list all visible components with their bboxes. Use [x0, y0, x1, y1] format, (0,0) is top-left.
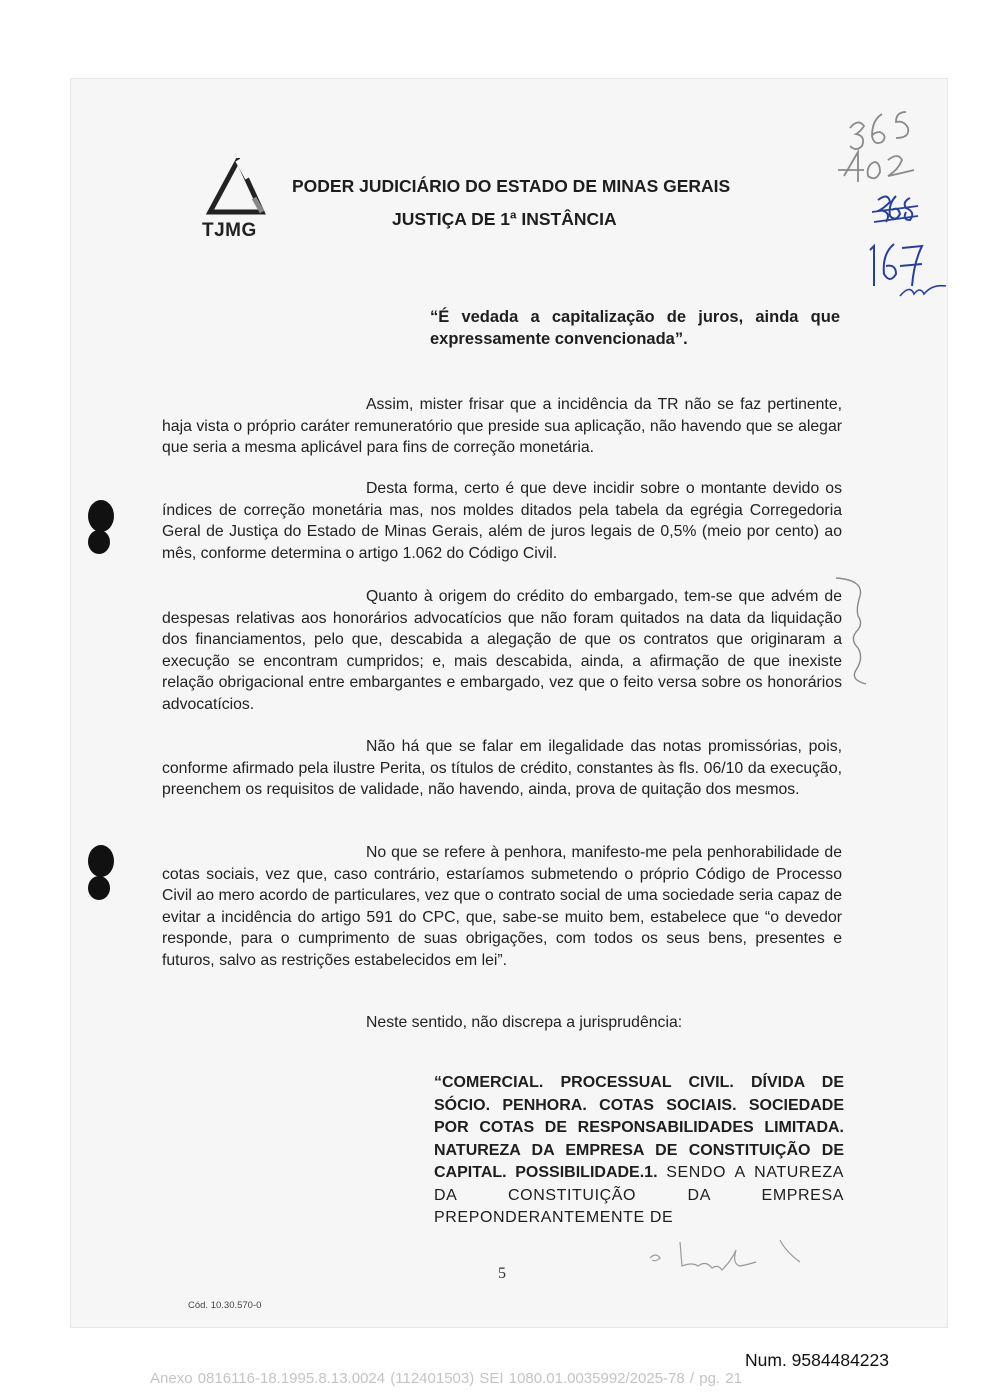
- annex-watermark-line: Anexo 0816116-18.1995.8.13.0024 (112401503) SEI 1080.01.0035992/2025-78 / pg. 21: [150, 1370, 742, 1387]
- punch-hole: [88, 845, 114, 877]
- triangle-logo-icon: [204, 158, 266, 218]
- header-instance: JUSTIÇA DE 1ª INSTÂNCIA: [392, 209, 617, 229]
- paragraph-4: Não há que se falar em ilegalidade das notas promissórias, pois, conforme afirmado pela ilustre Perita, os títulos de crédito, constantes às fls. 06/10 da execução, preenchem os requisitos de validade, não havendo, ainda, prova de quitação dos mesmos.: [162, 738, 842, 798]
- paragraph-3: Quanto à origem do crédito do embargado, tem-se que advém de despesas relativas aos honorários advocatícios que não foram quitados na data da liquidação dos financiamentos, pelo que, descabida a alegação de que os contratos que originaram a execução se encontram cumpridos; e, mais descabida, ainda, a afirmação de que inexiste relação obrigacional entre embargantes e embargado, vez que o feito versa sobre os honorários advocatícios.: [162, 588, 842, 713]
- paragraph-5: No que se refere à penhora, manifesto-me pela penhorabilidade de cotas sociais, vez que, caso contrário, estaríamos submetendo o próprio Código de Processo Civil ao mero acordo de particulares, vez que o contrato social de uma sociedade seria capaz de evitar a incidência do artigo 591 do CPC, que, sabe-se muito bem, estabelece que “o devedor responde, para o cumprimento de suas obrigações, com todos os seus bens, presentes e futuros, salvo as restrições estabelecidos em lei”.: [162, 844, 842, 969]
- quote-bottom-bold: “COMERCIAL. PROCESSUAL CIVIL. DÍVIDA DE SÓCIO. PENHORA. COTAS SOCIAIS. SOCIEDADE POR COTAS DE RESPONSABILIDADES LIMITADA. NATUREZA DA EMPRESA DE CONSTITUIÇÃO DE CAPITAL. POSSIBILIDADE.1.: [434, 1074, 844, 1181]
- punch-hole: [88, 500, 114, 532]
- document-number: Num. 9584484223: [745, 1350, 889, 1370]
- page-number: 5: [498, 1265, 506, 1282]
- punch-hole: [88, 530, 110, 554]
- logo-text: TJMG: [202, 220, 257, 241]
- handwritten-folio-numbers: [830, 100, 950, 300]
- quote-top: “É vedada a capitalização de juros, ainda que expressamente convencionada”.: [430, 308, 840, 348]
- tjmg-logo: [196, 158, 276, 244]
- form-code: Cód. 10.30.570-0: [188, 1300, 262, 1311]
- margin-bracket-mark: [830, 572, 880, 692]
- paragraph-1: Assim, mister frisar que a incidência da TR não se faz pertinente, haja vista o próprio caráter remuneratório que preside sua aplicação, não havendo que se alegar que seria a mesma aplicável para fins de correção monetária.: [162, 396, 842, 456]
- paragraph-2: Desta forma, certo é que deve incidir sobre o montante devido os índices de correção monetária mas, nos moldes ditados pela tabela da egrégia Corregedoria Geral de Justiça do Estado de Minas Gerais, além de juros legais de 0,5% (meio por cento) ao mês, conforme determina o artigo 1.062 do Código Civil.: [162, 480, 842, 562]
- paragraph-6: Neste sentido, não discrepa a jurisprudência:: [366, 1014, 683, 1031]
- header-court-name: PODER JUDICIÁRIO DO ESTADO DE MINAS GERAIS: [292, 176, 731, 196]
- signature-scribble: [640, 1232, 810, 1272]
- quote-bottom-normal: SENDO A NATUREZA DA CONSTITUIÇÃO DA EMPRESA PREPONDERANTEMENTE DE: [434, 1164, 844, 1226]
- quote-bottom: [434, 1072, 844, 1230]
- punch-hole: [88, 876, 110, 900]
